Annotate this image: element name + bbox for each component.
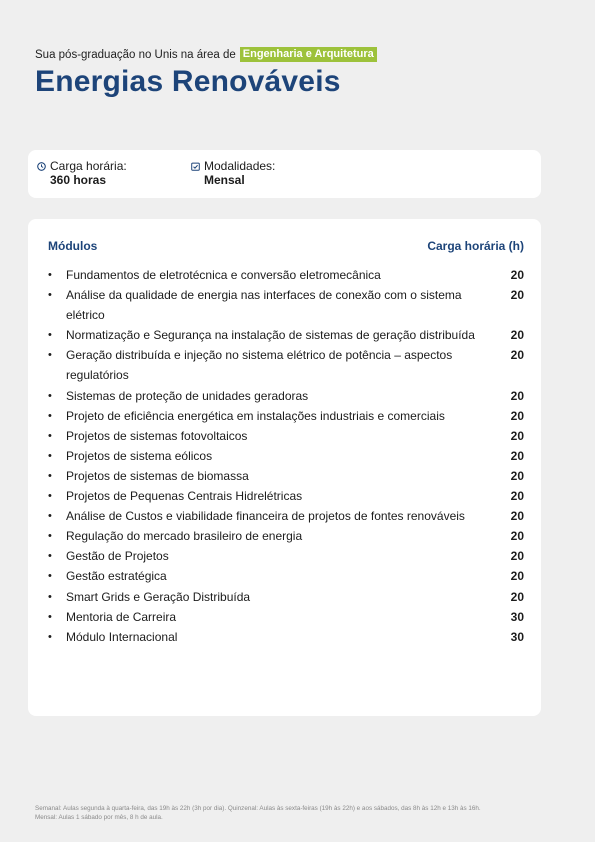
module-row — [48, 285, 524, 325]
module-name: Projeto de eficiência energética em instalações industriais e comerciais — [66, 408, 445, 423]
module-hours: 20 — [510, 529, 524, 544]
modality-info — [191, 159, 275, 187]
module-name: Mentoria de Carreira — [66, 609, 177, 624]
module-row — [48, 607, 524, 627]
bullet-icon: • — [48, 610, 52, 623]
module-hours: 20 — [510, 569, 524, 584]
bullet-icon: • — [48, 490, 52, 503]
module-name: Análise de Custos e viabilidade financeira de projetos de fontes renováveis — [66, 509, 465, 524]
module-hours: 20 — [510, 388, 524, 403]
bullet-icon: • — [48, 590, 52, 603]
modality-value: Mensal — [204, 173, 245, 187]
module-row — [48, 386, 524, 406]
bullet-icon: • — [48, 630, 52, 643]
module-name: Normatização e Segurança na instalação de sistemas de geração distribuída — [66, 328, 475, 343]
bullet-icon: • — [48, 469, 52, 482]
module-name: Smart Grids e Geração Distribuída — [66, 589, 251, 604]
modules-header — [48, 239, 524, 253]
workload-label: Carga horária: — [50, 159, 127, 173]
info-card — [28, 150, 541, 198]
modules-list — [48, 265, 524, 647]
page-title: Energias Renováveis — [35, 65, 341, 98]
bullet-icon: • — [48, 389, 52, 402]
module-hours: 20 — [510, 509, 524, 524]
module-hours: 20 — [510, 589, 524, 604]
module-row — [48, 627, 524, 647]
footnote-line: Mensal: Aulas 1 sábado por mês, 8 h de aula. — [35, 813, 163, 821]
intro-line — [35, 47, 377, 62]
module-name: Sistemas de proteção de unidades geradoras — [66, 388, 309, 403]
module-hours: 20 — [510, 328, 524, 343]
header — [35, 47, 377, 99]
bullet-icon: • — [48, 269, 52, 281]
module-hours: 30 — [510, 609, 524, 624]
module-name: Análise da qualidade de energia nas interfaces de conexão com o sistema elétrico — [66, 288, 462, 323]
module-name: Gestão de Projetos — [66, 549, 169, 564]
bullet-icon: • — [48, 570, 52, 583]
module-name: Módulo Internacional — [66, 629, 178, 644]
module-hours: 20 — [510, 348, 524, 363]
module-row — [48, 426, 524, 446]
module-name: Projetos de sistemas fotovoltaicos — [66, 428, 248, 443]
bullet-icon: • — [48, 530, 52, 543]
workload-value: 360 horas — [50, 173, 107, 187]
modality-label: Modalidades: — [204, 159, 276, 173]
module-row — [48, 587, 524, 607]
module-hours: 20 — [510, 408, 524, 423]
module-hours: 20 — [510, 468, 524, 483]
module-name: Geração distribuída e injeção no sistema elétrico de potência – aspectos regulatórios — [66, 348, 453, 383]
footnote-line: Semanal: Aulas segunda à quarta-feira, das 19h às 22h (3h por dia). Quinzenal: Aulas às sexta-feiras (19h às 22h) e aos sábados, das 8h às 12h e 13h às 16h. — [35, 805, 481, 812]
bullet-icon: • — [48, 510, 52, 523]
module-row — [48, 566, 524, 586]
bullet-icon: • — [48, 550, 52, 563]
module-name: Projetos de sistemas de biomassa — [66, 468, 249, 483]
module-name: Gestão estratégica — [66, 569, 167, 584]
intro-text: Sua pós-graduação no Unis na área de — [35, 48, 236, 61]
module-row — [48, 446, 524, 466]
module-hours: 20 — [510, 549, 524, 564]
module-hours: 20 — [510, 268, 524, 282]
module-name: Fundamentos de eletrotécnica e conversão eletromecânica — [66, 268, 381, 282]
module-hours: 20 — [510, 448, 524, 463]
module-hours: 20 — [510, 428, 524, 443]
modules-card — [28, 219, 541, 716]
module-row — [48, 486, 524, 506]
module-row — [48, 406, 524, 426]
module-hours: 20 — [510, 288, 524, 303]
modules-column-header: Módulos — [48, 239, 98, 253]
module-row — [48, 526, 524, 546]
module-hours: 30 — [510, 629, 524, 644]
module-row — [48, 265, 524, 285]
calendar-check-icon — [191, 162, 200, 171]
bullet-icon: • — [48, 409, 52, 422]
workload-info — [37, 159, 127, 187]
bullet-icon: • — [48, 329, 52, 342]
footnote — [35, 805, 555, 822]
hours-column-header: Carga horária (h) — [427, 239, 524, 253]
module-row — [48, 506, 524, 526]
module-row — [48, 546, 524, 566]
module-name: Regulação do mercado brasileiro de energia — [66, 529, 303, 544]
clock-icon — [37, 162, 46, 171]
bullet-icon: • — [48, 289, 52, 302]
module-name: Projetos de Pequenas Centrais Hidrelétricas — [66, 489, 303, 504]
area-badge: Engenharia e Arquitetura — [240, 47, 377, 62]
module-hours: 20 — [510, 489, 524, 504]
bullet-icon: • — [48, 449, 52, 462]
module-name: Projetos de sistema eólicos — [66, 448, 213, 463]
bullet-icon: • — [48, 349, 52, 362]
module-row — [48, 325, 524, 345]
module-row — [48, 466, 524, 486]
module-row — [48, 345, 524, 385]
bullet-icon: • — [48, 429, 52, 442]
